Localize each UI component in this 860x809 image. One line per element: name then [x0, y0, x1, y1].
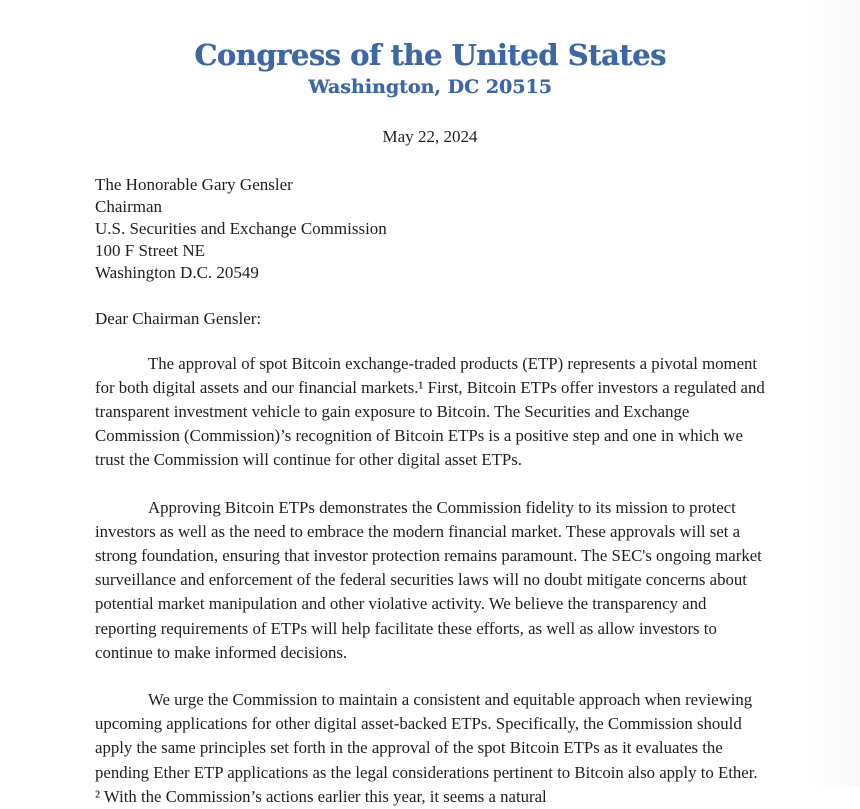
body-paragraph-2: Approving Bitcoin ETPs demonstrates the Commission fidelity to its mission to protect investors as well as the need to embrace the modern financial market. These approvals will set a strong foundation, ensuring that investor protection remains paramount. The SEC's ongoing market surveillance and enforcement of the federal securities laws will no doubt mitigate concerns about potential market manipulation and other violative activity. We believe the transparency and reporting requirements of ETPs will help facilitate these efforts, as well as allow investors to continue to make informed decisions. — [95, 497, 762, 662]
recipient-name: The Honorable Gary Gensler — [95, 174, 293, 194]
recipient-organization: U.S. Securities and Exchange Commission — [95, 218, 387, 238]
letterhead — [95, 40, 765, 100]
letterhead-subtitle: Washington, DC 20515 — [308, 75, 552, 98]
recipient-title: Chairman — [95, 196, 163, 216]
letterhead-title: Congress of the United States — [194, 38, 666, 72]
body-paragraph-3: We urge the Commission to maintain a consistent and equitable approach when reviewing upcoming applications for other digital asset-backed ETPs. Specifically, the Commission should apply the same principles set forth in the approval of the spot Bitcoin ETPs as it evaluates the pending Ether ETP applications as the legal considerations pertinent to Bitcoin also apply to Ether. ² With the Commission’s actions earlier this year, it seems a natural — [95, 690, 758, 806]
recipient-address-block — [95, 174, 765, 284]
salutation: Dear Chairman Gensler: — [95, 308, 262, 328]
recipient-street: 100 F Street NE — [95, 240, 206, 260]
body-paragraph-1: The approval of spot Bitcoin exchange-traded products (ETP) represents a pivotal moment for both digital assets and our financial markets.¹ First, Bitcoin ETPs offer investors a regulated and transparent investment vehicle to gain exposure to Bitcoin. The Securities and Exchange Commission (Commission)’s recognition of Bitcoin ETPs is a positive step and one in which we trust the Commission will continue for other digital asset ETPs. — [95, 353, 765, 470]
date-line: May 22, 2024 — [382, 126, 478, 146]
recipient-city: Washington D.C. 20549 — [95, 262, 259, 282]
